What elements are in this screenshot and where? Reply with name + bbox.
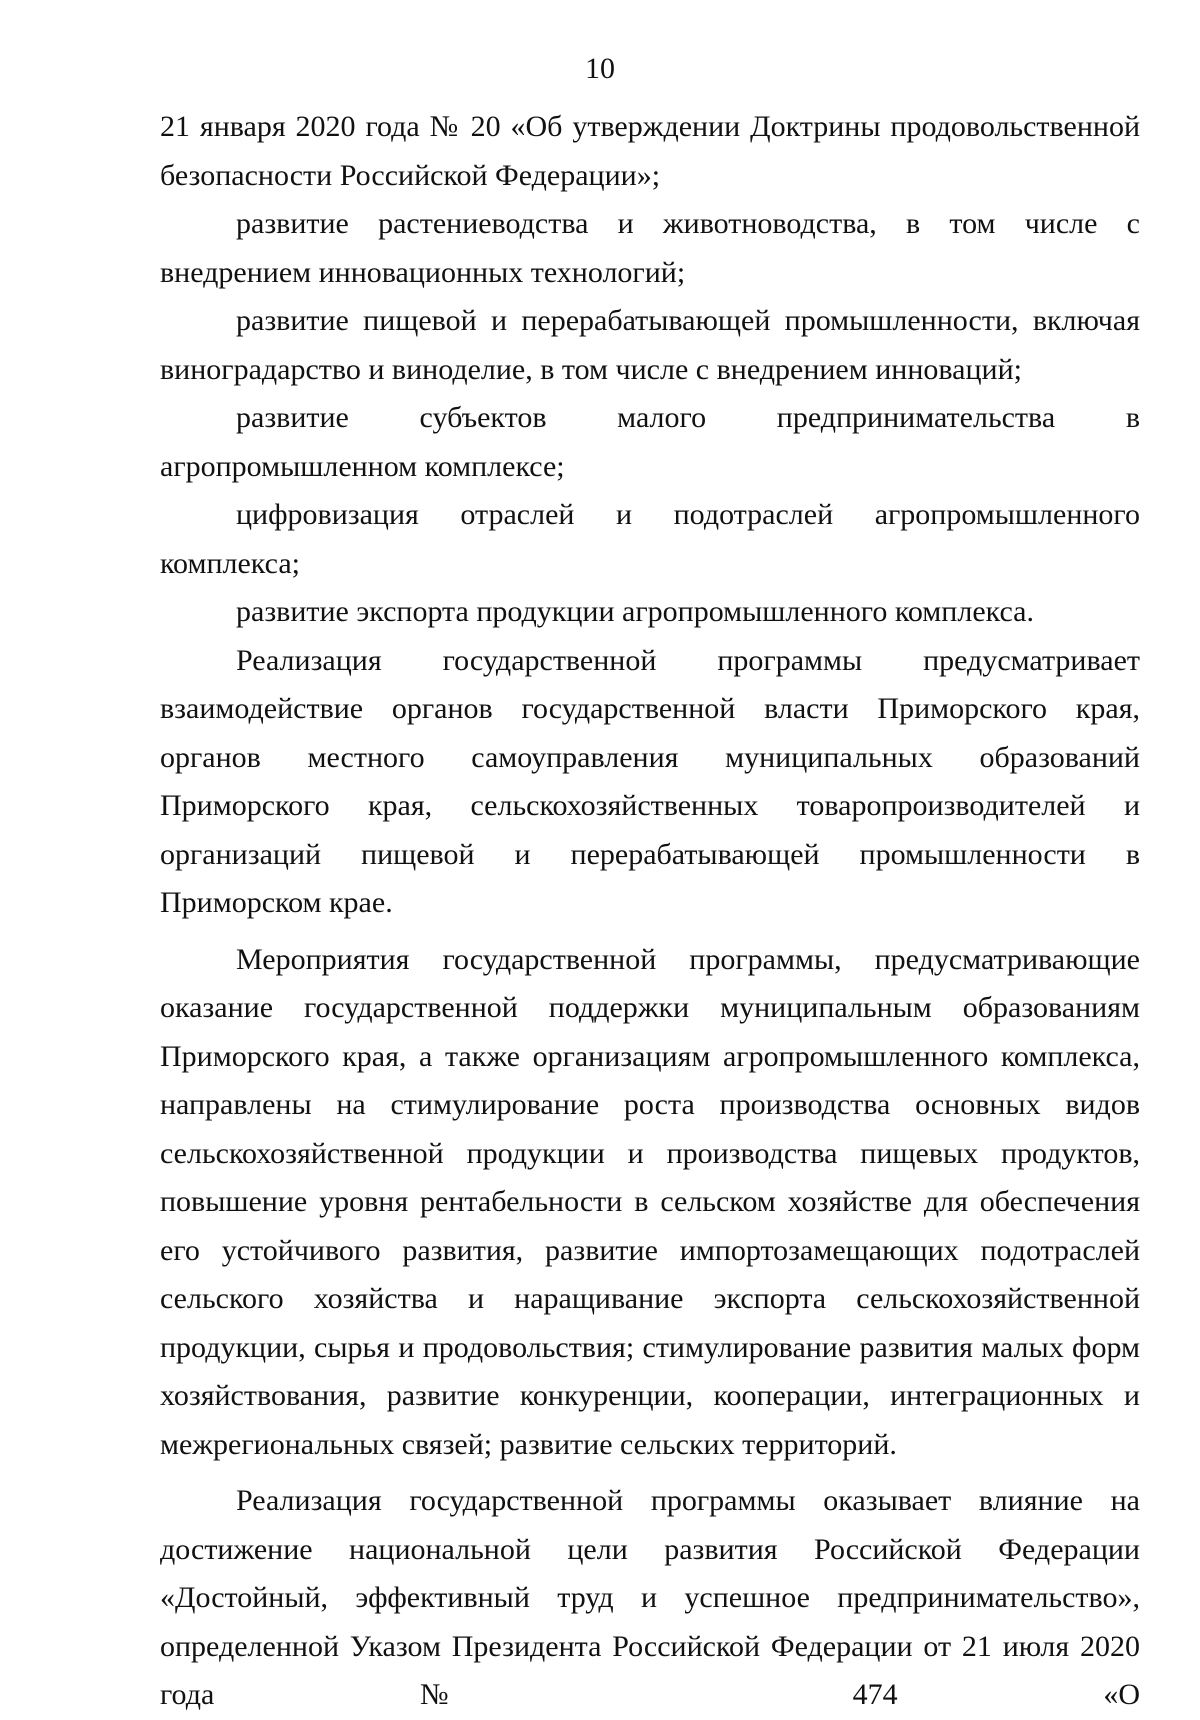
document-body — [160, 103, 1140, 1720]
paragraph-doctrine-reference: 21 января 2020 года № 20 «Об утверждении Доктрины продовольственной безопасности Российской Федерации»; — [160, 110, 1140, 192]
list-item-digitalization: цифровизация отраслей и подотраслей агропромышленного комплекса; — [160, 498, 1140, 580]
paragraph-program-measures: Мероприятия государственной программы, предусматривающие оказание государственной поддержки муниципальным образованиям Приморского края, а также организациям агропромышленного комплекса, направлены на стимулирование роста производства основных видов сельскохозяйственной продукции и производства пищевых продуктов, повышение уровня рентабельности в сельском хозяйстве для обеспечения его устойчивого развития, развитие импортозамещающих подотраслей сельского хозяйства и наращивание экспорта сельскохозяйственной продукции, сырья и продовольствия; стимулирование развития малых форм хозяйствования, развитие конкуренции, кооперации, интеграционных и межрегиональных связей; развитие сельских территорий. — [160, 942, 1140, 1461]
list-item-food-processing: развитие пищевой и перерабатывающей промышленности, включая виноградарство и виноделие, в том числе с внедрением инноваций; — [160, 304, 1140, 386]
list-item-crop-livestock: развитие растениеводства и животноводства, в том числе с внедрением инновационных технологий; — [160, 207, 1140, 289]
paragraph-national-goal: Реализация государственной программы оказывает влияние на достижение национальной цели развития Российской Федерации «Достойный, эффективный труд и успешное предпринимательство», определенной Указом Президента Российской Федерации от 21 июля 2020 года № 474 «О — [160, 1484, 1140, 1711]
list-item-export: развитие экспорта продукции агропромышленного комплекса. — [236, 595, 1034, 628]
list-item-small-business: развитие субъектов малого предпринимательства в агропромышленном комплексе; — [160, 401, 1140, 483]
page-number: 10 — [585, 52, 615, 85]
paragraph-program-implementation: Реализация государственной программы предусматривает взаимодействие органов государственной власти Приморского края, органов местного самоуправления муниципальных образований Приморского края, сельскохозяйственных товаропроизводителей и организаций пищевой и перерабатывающей промышленности в Приморском крае. — [160, 643, 1140, 919]
